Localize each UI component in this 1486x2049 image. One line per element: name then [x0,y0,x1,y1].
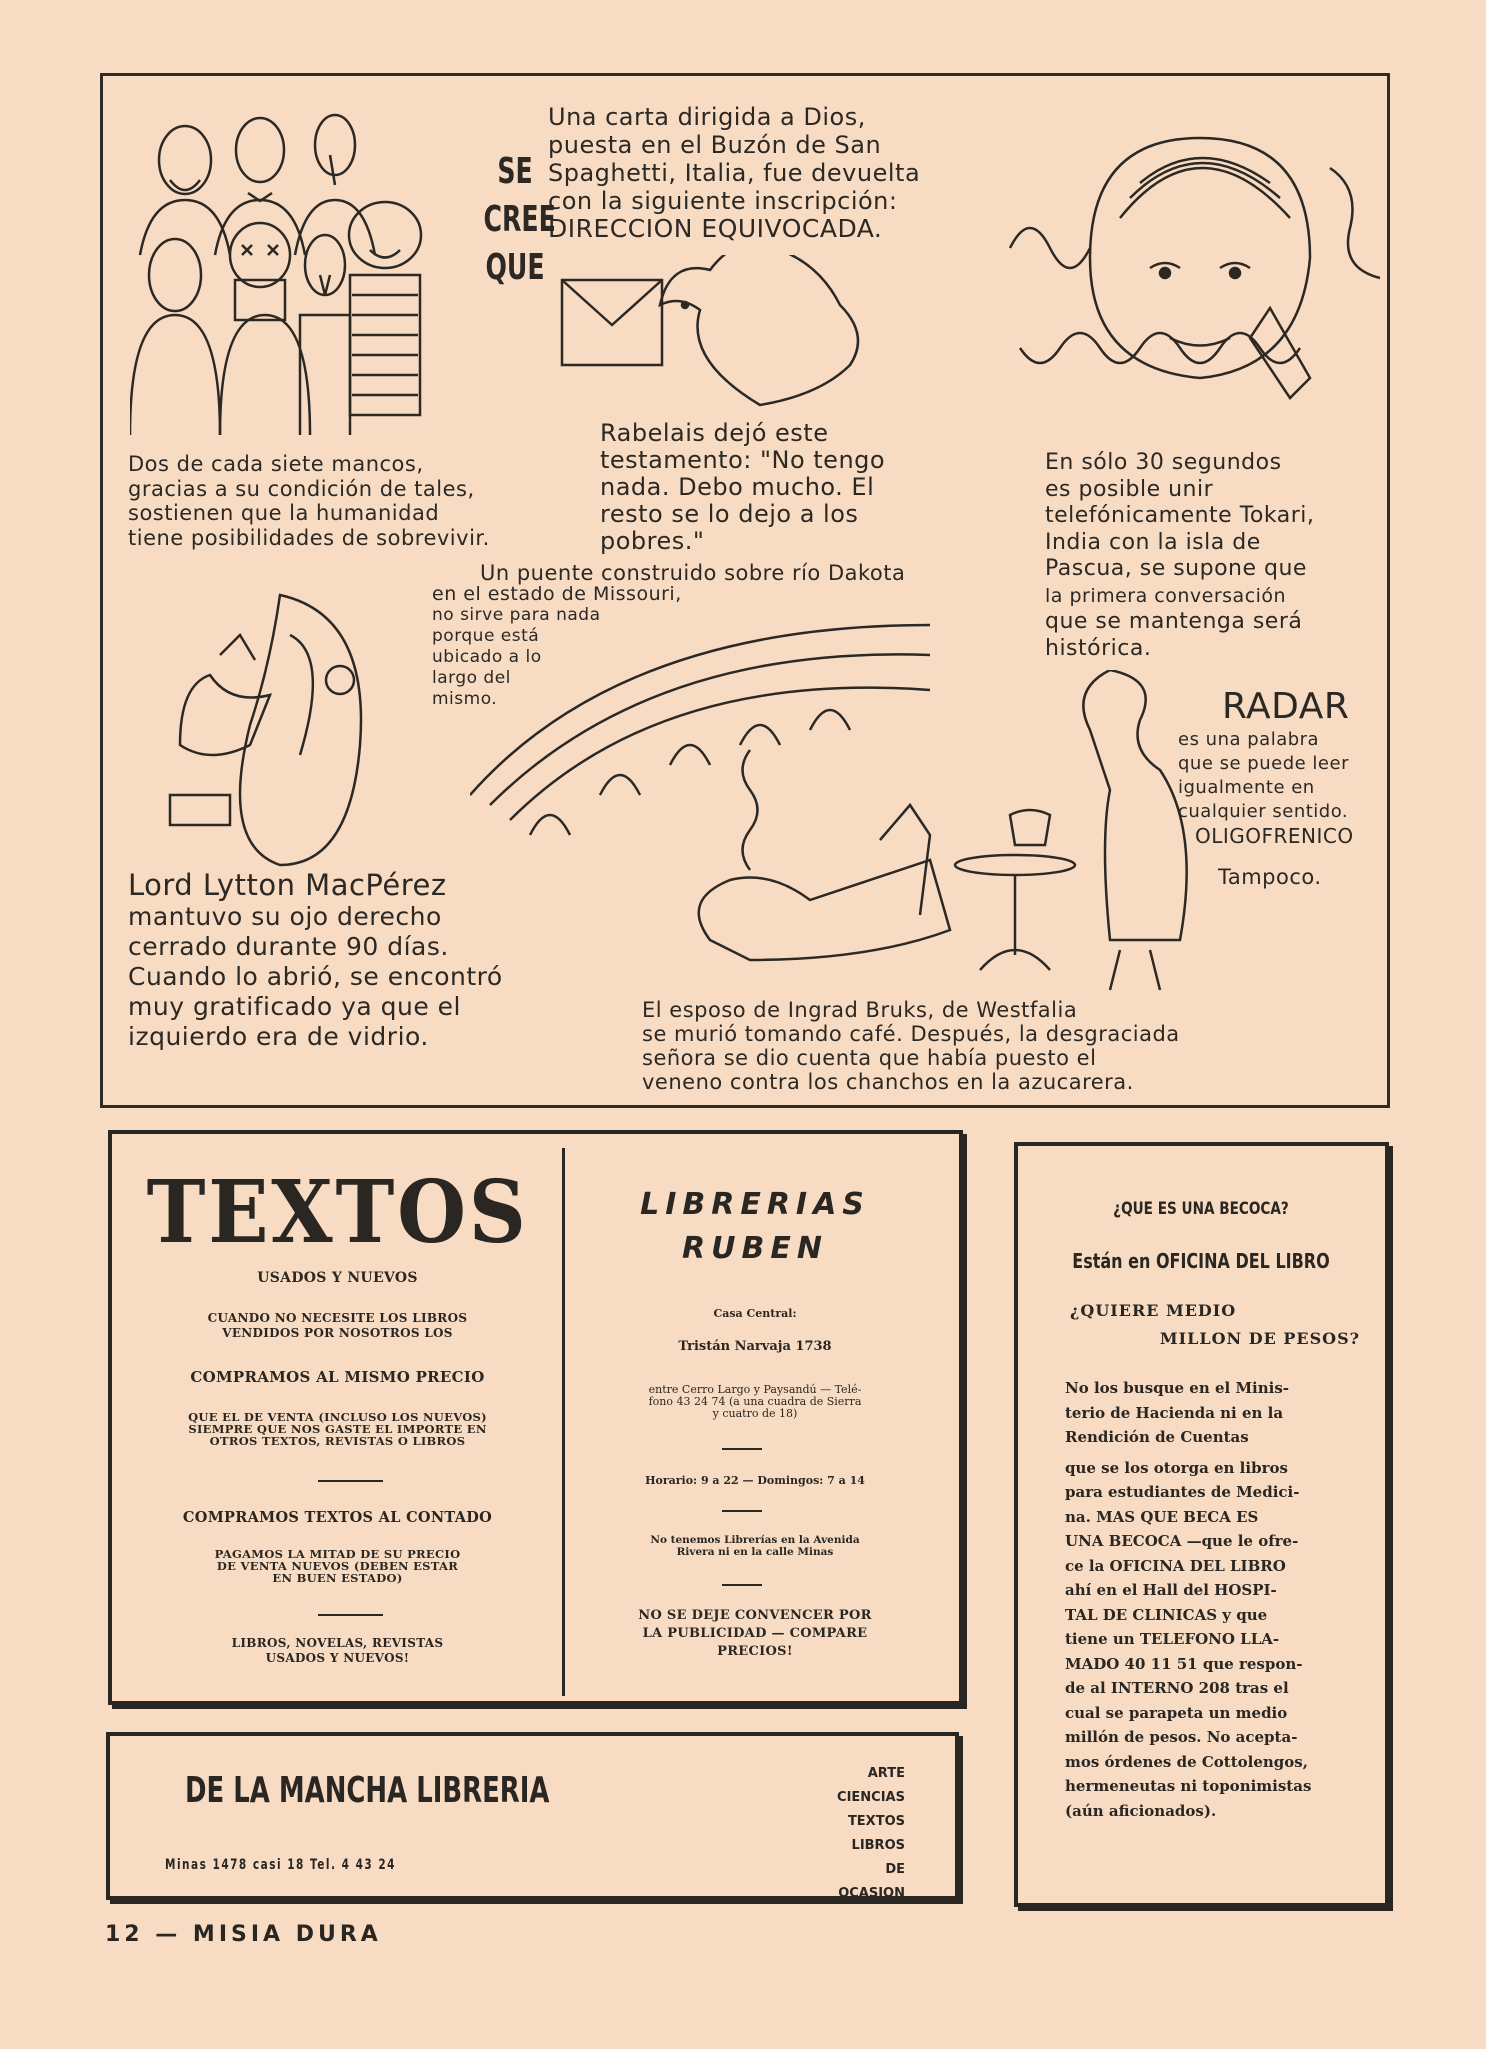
mancha-name: DE LA MANCHA LIBRERIA [185,1770,550,1811]
text-line: terio de Hacienda ni en la [1065,1403,1284,1422]
text-line: Rabelais dejó este [600,419,829,447]
becoca-body [1065,1376,1347,1823]
text-line: con la siguiente inscripción: [548,187,898,215]
carta-text [548,103,920,243]
text-line: En sólo 30 segundos [1045,450,1282,475]
text-line: largo del [432,668,511,688]
text-line: El esposo de Ingrad Bruks, de Westfalia [642,998,1078,1022]
text-line: DIRECCION EQUIVOCADA. [548,214,883,243]
text-line: mismo. [432,689,498,709]
text-line: EN BUEN ESTADO) [272,1571,403,1585]
text-line: Pascua, se supone que [1045,556,1307,581]
text-line: Dos de cada siete mancos, [128,452,424,476]
se-cree-word: QUE [485,247,545,288]
text-line: LIBRERIAS [640,1187,870,1222]
text-line: Rendición de Cuentas [1065,1428,1249,1446]
text-line: millón de pesos. No acepta- [1065,1728,1298,1746]
text-line: OTROS TEXTOS, REVISTAS O LIBROS [209,1434,466,1448]
text-line: LIBROS, NOVELAS, REVISTAS [231,1636,444,1650]
se-cree-word: SE [497,151,533,192]
ruben-addr [585,1340,925,1353]
text-line: PRECIOS! [717,1644,793,1659]
coffee-scene-illustration [690,670,1190,1000]
becoca-quiere [1070,1297,1360,1353]
text-line: India con la isla de [1045,529,1261,555]
text-line: ahí en el Hall del HOSPI- [1065,1581,1277,1599]
ruben-horario-text: Horario: 9 a 22 — Domingos: 7 a 14 [645,1474,865,1487]
mancos-text [128,452,490,550]
radar-word [1222,688,1349,726]
text-line: na. MAS QUE BECA ES [1065,1507,1259,1526]
text-line: resto se lo dejo a los [600,500,859,528]
radar-text [1178,728,1349,824]
text-line: No los busque en el Minis- [1065,1379,1290,1397]
text-line: puesta en el Buzón de San [548,131,882,159]
textos-p6 [130,1636,545,1666]
hand-and-ear-illustration [160,575,410,875]
textos-p1 [130,1311,545,1341]
becoca-estan [1020,1249,1382,1273]
group-of-men-illustration [130,105,440,450]
textos-p4 [130,1510,545,1525]
oligofrenico-text [1195,826,1354,847]
rule [722,1448,762,1450]
ruben-no-deje [585,1607,925,1661]
text-line: igualmente en [1178,777,1315,798]
text-line: RUBEN [682,1231,828,1266]
becoca-question-text: ¿QUE ES UNA BECOCA? [1113,1199,1289,1219]
text-line: se murió tomando café. Después, la desgraciada [642,1022,1180,1046]
text-line: testamento: "No tengo [600,446,886,474]
text-line: LA PUBLICIDAD — COMPARE [642,1626,868,1641]
text-line: DE VENTA NUEVOS (DEBEN ESTAR [216,1559,459,1573]
se-cree-word: CREE [483,199,556,240]
text-line: PAGAMOS LA MITAD DE SU PRECIO [214,1547,461,1561]
text-line: QUE EL DE VENTA (INCLUSO LOS NUEVOS) [188,1410,487,1424]
woman-on-phone-illustration [1000,108,1385,448]
text-line: es posible unir [1045,476,1214,502]
text-line: es una palabra [1178,729,1320,750]
textos-title: TEXTOS [146,1162,529,1263]
textos-p2 [130,1370,545,1385]
text-line: VENDIDOS POR NOSOTROS LOS [222,1326,453,1340]
text-line: Cuando lo abrió, se encontró [128,962,503,991]
ruben-casa-text: Casa Central: [713,1307,797,1320]
text-line: que se los otorga en libros [1065,1458,1288,1477]
oligo-word: OLIGOFRENICO [1195,824,1354,848]
text-line: cual se parapeta un medio [1065,1703,1288,1722]
lytton-text [128,868,503,1052]
tampoco-word: Tampoco. [1218,865,1322,889]
text-line: Spaghetti, Italia, fue devuelta [548,159,921,187]
text-line: Rivera ni en la calle Minas [676,1546,834,1558]
text-line: UNA BECOCA —que le ofre- [1065,1532,1299,1550]
text-line: ¿QUIERE MEDIO [1070,1301,1237,1320]
text-line: que se puede leer [1178,753,1349,774]
rabelais-text [600,420,885,555]
text-line: CUANDO NO NECESITE LOS LIBROS [207,1311,468,1325]
becoca-estan-text: Están en OFICINA DEL LIBRO [1072,1249,1330,1273]
text-line: ce la OFICINA DEL LIBRO [1065,1556,1286,1575]
text-line: entre Cerro Largo y Paysandú — Telé- [648,1383,862,1396]
text-line: cerrado durante 90 días. [128,932,449,961]
textos-sub [130,1271,545,1286]
text-line: LIBROS [851,1838,905,1853]
text-line: en el estado de Missouri, [432,583,682,605]
text-line: fono 43 24 74 (a una cuadra de Sierra [648,1395,862,1408]
text-line: de al INTERNO 208 tras el [1065,1679,1289,1697]
text-line: nada. Debo mucho. El [600,473,875,501]
rule [722,1584,762,1586]
bruks-text [642,998,1180,1094]
rule [318,1480,383,1482]
text-line: ubicado a lo [432,647,542,667]
ruben-no-tenemos [585,1534,925,1558]
text-line: izquierdo era de vidrio. [128,1022,429,1051]
text-line: TAL DE CLINICAS y que [1065,1605,1268,1624]
text-line: muy gratificado ya que el [128,992,462,1021]
textos-p3 [130,1411,545,1447]
text-line: ARTE [867,1766,905,1781]
text-line: para estudiantes de Medici- [1065,1483,1300,1501]
librerias-ruben-title [585,1183,925,1271]
mancha-categories [815,1762,905,1906]
textos-p2-text: COMPRAMOS AL MISMO PRECIO [190,1368,485,1386]
text-line: y cuatro de 18) [712,1407,798,1420]
tampoco-text [1218,866,1322,888]
envelope-dove-illustration [560,255,870,415]
text-line: mos órdenes de Cottolengos, [1065,1752,1308,1771]
textos-p4-text: COMPRAMOS TEXTOS AL CONTADO [182,1509,493,1526]
text-line: hermeneutas ni toponimistas [1065,1777,1312,1795]
text-line: la primera conversación [1045,584,1287,607]
text-line: porque está [432,626,540,646]
ruben-horario [585,1474,925,1487]
se-cree-que-heading [483,148,556,292]
becoca-question [1020,1199,1382,1219]
page-footer: 12 — MISIA DURA [105,1922,382,1947]
text-line: pobres." [600,527,705,555]
text-line: CIENCIAS [837,1790,905,1805]
text-line: SIEMPRE QUE NOS GASTE EL IMPORTE EN [188,1422,487,1436]
text-line: DE OCASION [838,1862,905,1901]
text-line: No tenemos Librerías en la Avenida [650,1534,860,1546]
text-line: Una carta dirigida a Dios, [548,103,866,131]
text-line: histórica. [1045,635,1152,661]
mancha-address: Minas 1478 casi 18 Tel. 4 43 24 [165,1857,396,1873]
text-line: tiene posibilidades de sobrevivir. [128,525,490,550]
ruben-between [585,1384,925,1420]
radar-title: RADAR [1222,686,1350,727]
text-line: tiene un TELEFONO LLA- [1065,1630,1280,1648]
text-line: NO SE DEJE CONVENCER POR [638,1608,872,1623]
tokari-text [1045,450,1314,662]
text-line: (aún aficionados). [1065,1801,1217,1820]
text-line: no sirve para nada [432,605,601,625]
text-line: Un puente construido sobre río Dakota [480,561,906,585]
text-line: cualquier sentido. [1178,801,1349,822]
text-line: MADO 40 11 51 que respon- [1065,1654,1303,1673]
text-line: veneno contra los chanchos en la azucarera. [642,1070,1134,1094]
text-line: sostienen que la humanidad [128,501,440,525]
rule [318,1614,383,1616]
textos-sub-text: USADOS Y NUEVOS [257,1270,418,1286]
textos-p5 [130,1548,545,1584]
text-line: telefónicamente Tokari, [1045,503,1315,528]
text-line: TEXTOS [847,1814,905,1829]
text-line: Lord Lytton MacPérez [128,868,447,902]
text-line: señora se dio cuenta que había puesto el [642,1046,1097,1070]
text-line: USADOS Y NUEVOS! [265,1651,410,1665]
ruben-addr-text: Tristán Narvaja 1738 [678,1339,832,1354]
text-line: mantuvo su ojo derecho [128,902,442,931]
ad-divider [562,1148,565,1696]
text-line: MILLON DE PESOS? [1159,1329,1360,1348]
text-line: gracias a su condición de tales, [128,476,475,501]
ruben-casa [585,1307,925,1320]
rule [722,1510,762,1512]
text-line: que se mantenga será [1045,609,1303,634]
